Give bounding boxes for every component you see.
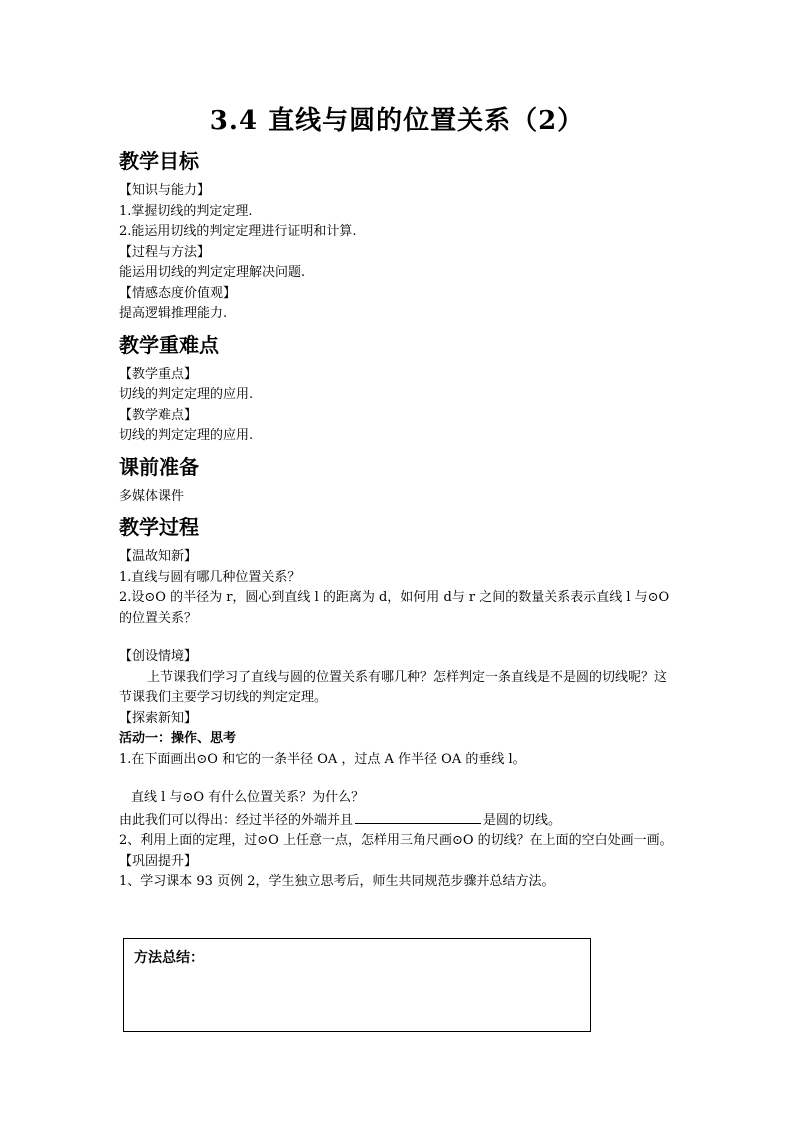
conclusion-suffix: 是圆的切线。: [483, 812, 562, 828]
emotion-item-1: 提高逻辑推理能力.: [119, 306, 228, 321]
page-title: 3.4 直线与圆的位置关系（2）: [209, 106, 585, 136]
focus-item-1: 切线的判定定理的应用.: [119, 387, 254, 402]
prep-item-1: 多媒体课件: [119, 488, 185, 504]
emotion-tag: 【情感态度价值观】: [119, 285, 237, 301]
section-heading-goals: 教学目标: [119, 149, 199, 173]
process-item-1: 能运用切线的判定定理解决问题.: [119, 265, 306, 280]
scenario-tag: 【创设情境】: [119, 649, 198, 664]
review-item-2: 2.设⊙O 的半径为 r，圆心到直线 l 的距离为 d，如何用 d与 r 之间的数量关系表示直线 l 与⊙O 的位置关系？: [119, 590, 670, 626]
method-summary-label: 方法总结：: [134, 950, 204, 966]
knowledge-item-2: 2.能运用切线的判定定理进行证明和计算.: [119, 224, 357, 239]
consolidate-item-1: 1、学习课本 93 页例 2，学生独立思考后，师生共同规范步骤并总结方法。: [119, 874, 555, 889]
document-body: [119, 145, 679, 893]
review-tag: 【温故知新】: [119, 549, 198, 564]
section-heading-key-points: 教学重难点: [119, 332, 219, 357]
difficulty-tag: 【教学难点】: [119, 407, 198, 423]
focus-tag: 【教学重点】: [119, 366, 198, 382]
conclusion-prefix: 由此我们可以得出：经过半径的外端并且: [119, 812, 354, 828]
method-summary-box[interactable]: [123, 938, 591, 1032]
activity-1-question-1b: 直线 l 与⊙O 有什么位置关系？为什么？: [131, 790, 365, 805]
activity-1-question-1: 1.在下面画出⊙O 和它的一条半径 OA ，过点 A 作半径 OA 的垂线 l。: [119, 751, 526, 767]
scenario-item-1: 上节课我们学习了直线与圆的位置关系有哪几种？怎样判定一条直线是不是圆的切线呢？这节课我们主要学习切线的判定定理。: [119, 669, 668, 705]
conclusion-line: [119, 809, 679, 832]
fill-in-blank[interactable]: [355, 809, 481, 824]
drawing-space: [119, 770, 679, 788]
consolidate-tag: 【巩固提升】: [119, 853, 198, 869]
difficulty-item-1: 切线的判定定理的应用.: [119, 428, 254, 443]
activity-1-title: 活动一：操作、思考: [119, 731, 237, 746]
spacer: [119, 629, 679, 647]
section-heading-prep: 课前准备: [119, 454, 199, 479]
process-tag: 【过程与方法】: [119, 244, 211, 260]
review-item-1: 1.直线与圆有哪几种位置关系？: [119, 569, 301, 585]
activity-1-question-2: 2、利用上面的定理，过⊙O 上任意一点，怎样用三角尺画⊙O 的切线？在上面的空白处画一画。: [119, 833, 673, 848]
knowledge-tag: 【知识与能力】: [119, 183, 211, 198]
knowledge-item-1: 1.掌握切线的判定定理.: [119, 203, 253, 219]
section-heading-process: 教学过程: [119, 515, 199, 539]
explore-tag: 【探索新知】: [119, 710, 198, 726]
